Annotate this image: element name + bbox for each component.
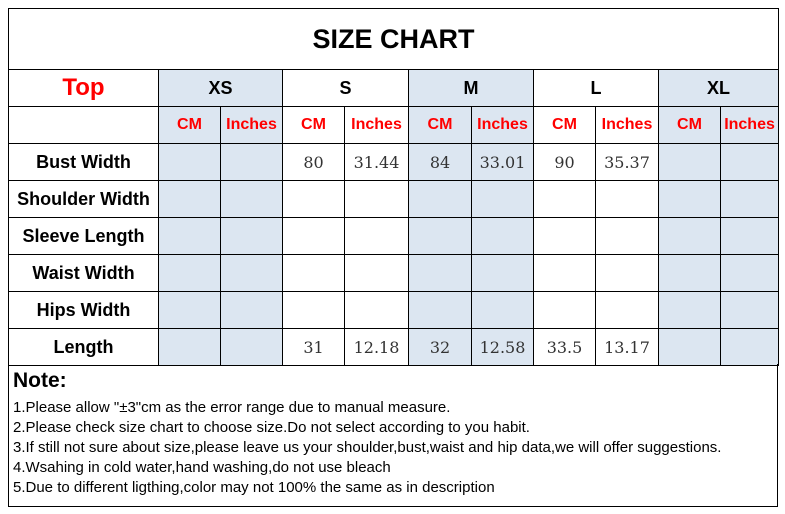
measurement-value: [721, 218, 779, 255]
size-header-m: M: [409, 70, 534, 107]
note-line: 2.Please check size chart to choose size.Do not select according to you habit.: [13, 419, 530, 436]
measurement-value: [221, 144, 283, 181]
measurement-label: Bust Width: [9, 144, 159, 181]
measurement-value: [221, 329, 283, 366]
measurement-value: [534, 181, 596, 218]
measurement-value: [596, 218, 659, 255]
unit-header-cm: CM: [283, 107, 345, 144]
measurement-value: 13.17: [596, 329, 659, 366]
measurement-value: 31.44: [345, 144, 409, 181]
measurement-value: [721, 329, 779, 366]
unit-header-inches: Inches: [472, 107, 534, 144]
measurement-value: 33.5: [534, 329, 596, 366]
unit-header-cm: CM: [534, 107, 596, 144]
measurement-value: [596, 255, 659, 292]
measurement-value: [596, 181, 659, 218]
measurement-value: [221, 255, 283, 292]
notes-title: Note:: [13, 369, 67, 392]
measurement-value: [659, 292, 721, 329]
measurement-value: 32: [409, 329, 472, 366]
measurement-value: [472, 255, 534, 292]
measurement-label: Length: [9, 329, 159, 366]
table-row: [9, 144, 779, 181]
unit-header-inches: Inches: [596, 107, 659, 144]
measurement-value: [345, 292, 409, 329]
measurement-value: 84: [409, 144, 472, 181]
size-header-xl: XL: [659, 70, 779, 107]
measurement-value: [659, 255, 721, 292]
measurement-value: [659, 218, 721, 255]
chart-title: SIZE CHART: [9, 9, 779, 70]
unit-header-inches: Inches: [221, 107, 283, 144]
measurement-value: [721, 181, 779, 218]
measurement-value: [345, 218, 409, 255]
measurement-label: Shoulder Width: [9, 181, 159, 218]
measurement-label: Sleeve Length: [9, 218, 159, 255]
table-row: [9, 255, 779, 292]
measurement-value: [721, 292, 779, 329]
unit-row-label: [9, 107, 159, 144]
measurement-value: [409, 181, 472, 218]
note-line: 4.Wsahing in cold water,hand washing,do not use bleach: [13, 459, 391, 476]
measurement-value: [345, 255, 409, 292]
measurement-value: [596, 292, 659, 329]
measurement-value: [659, 329, 721, 366]
measurement-value: [409, 218, 472, 255]
size-header-xs: XS: [159, 70, 283, 107]
note-line: 1.Please allow "±3"cm as the error range due to manual measure.: [13, 399, 451, 416]
measurement-value: [221, 292, 283, 329]
measurement-label: Hips Width: [9, 292, 159, 329]
measurement-value: [221, 181, 283, 218]
note-line: 3.If still not sure about size,please leave us your shoulder,bust,waist and hip data,we will offer suggestions.: [13, 439, 722, 456]
note-line: 5.Due to different ligthing,color may not 100% the same as in description: [13, 479, 495, 496]
measurement-value: 31: [283, 329, 345, 366]
measurement-value: [159, 329, 221, 366]
measurement-value: [721, 255, 779, 292]
table-row: [9, 181, 779, 218]
measurement-value: [283, 218, 345, 255]
measurement-value: 35.37: [596, 144, 659, 181]
measurement-value: [221, 218, 283, 255]
measurement-value: [472, 292, 534, 329]
measurement-value: 90: [534, 144, 596, 181]
category-label: Top: [9, 70, 159, 107]
table-row: [9, 292, 779, 329]
measurement-value: [159, 181, 221, 218]
measurement-value: 12.18: [345, 329, 409, 366]
measurement-value: 12.58: [472, 329, 534, 366]
measurement-value: [159, 144, 221, 181]
size-header-s: S: [283, 70, 409, 107]
measurement-value: [659, 144, 721, 181]
unit-header-cm: CM: [409, 107, 472, 144]
measurement-value: [159, 218, 221, 255]
measurement-value: [283, 181, 345, 218]
measurement-value: [534, 255, 596, 292]
measurement-value: [472, 218, 534, 255]
unit-header-inches: Inches: [345, 107, 409, 144]
table-row: [9, 329, 779, 366]
measurement-value: [283, 255, 345, 292]
measurement-value: [534, 218, 596, 255]
measurement-value: 80: [283, 144, 345, 181]
size-chart-table: [8, 8, 779, 366]
measurement-value: [409, 292, 472, 329]
measurement-value: [159, 255, 221, 292]
measurement-value: [159, 292, 221, 329]
measurement-value: [721, 144, 779, 181]
unit-header-cm: CM: [159, 107, 221, 144]
size-header-l: L: [534, 70, 659, 107]
measurement-value: 33.01: [472, 144, 534, 181]
measurement-value: [659, 181, 721, 218]
measurement-value: [409, 255, 472, 292]
table-row: [9, 218, 779, 255]
measurement-value: [472, 181, 534, 218]
unit-header-inches: Inches: [721, 107, 779, 144]
measurement-value: [283, 292, 345, 329]
measurement-value: [345, 181, 409, 218]
notes-section: [8, 364, 778, 507]
unit-header-cm: CM: [659, 107, 721, 144]
measurement-value: [534, 292, 596, 329]
measurement-label: Waist Width: [9, 255, 159, 292]
